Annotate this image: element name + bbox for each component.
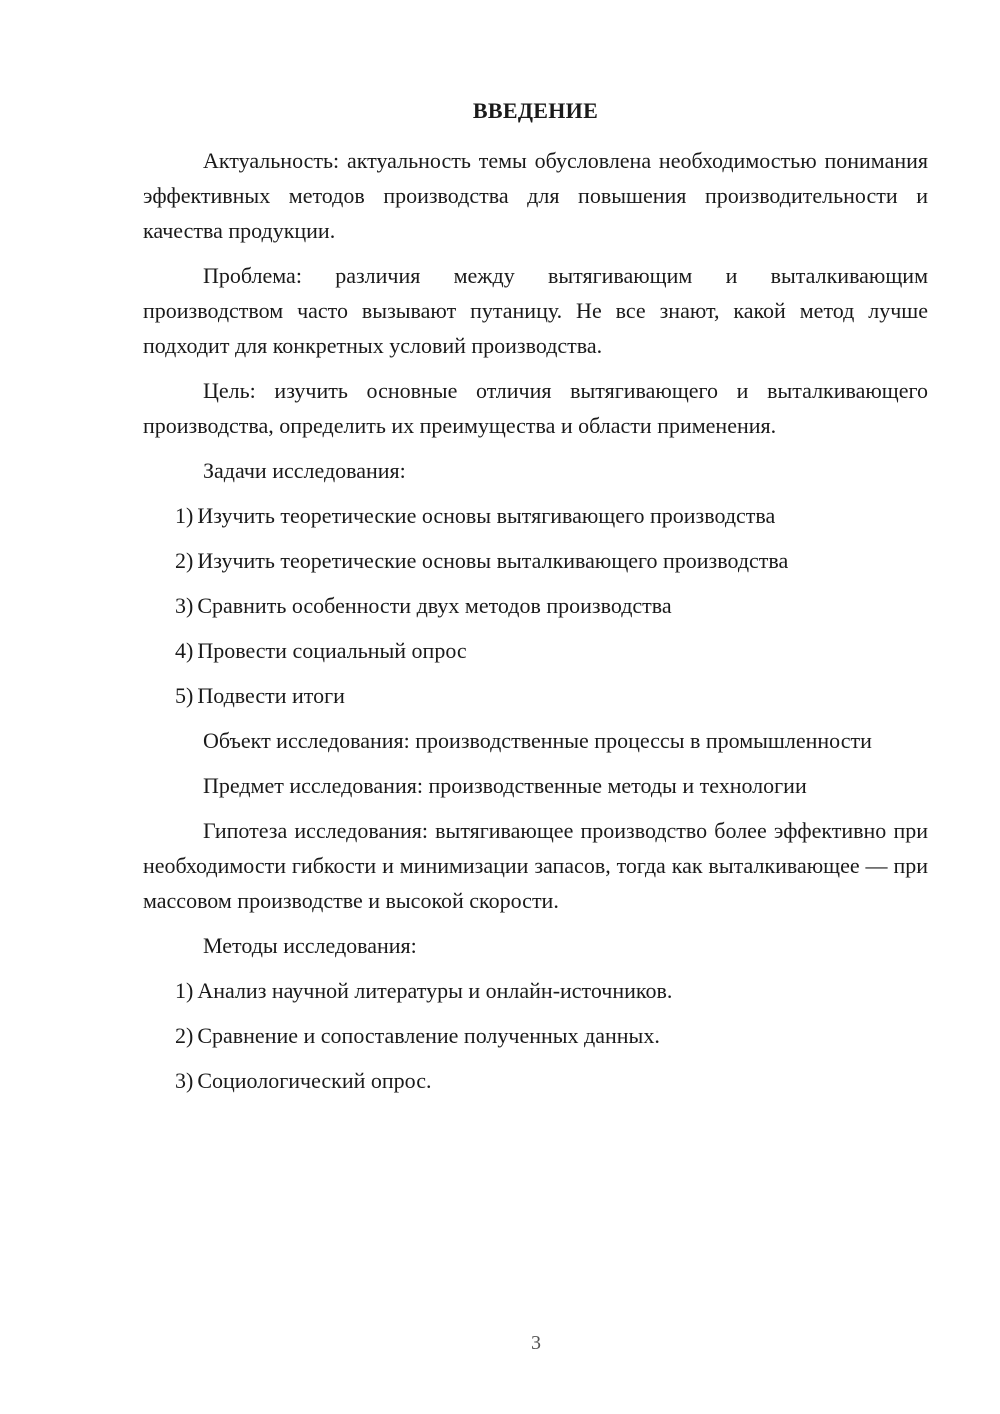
list-item: [143, 678, 928, 713]
list-item: [143, 1063, 928, 1098]
list-item: [143, 1018, 928, 1053]
list-item: [143, 543, 928, 578]
list-item-number: 2): [175, 1023, 194, 1048]
list-item: [143, 973, 928, 1008]
list-item-number: 3): [175, 1068, 194, 1093]
list-item-number: 5): [175, 683, 194, 708]
list-item-number: 1): [175, 503, 194, 528]
tasks-heading: Задачи исследования:: [203, 458, 406, 483]
list-item: [143, 588, 928, 623]
hypothesis-paragraph: Гипотеза исследования: вытягивающее производство более эффективно при необходимости гибкости и минимизации запасов, тогда как выталкивающее — при массовом производстве и высокой скорости.: [143, 818, 928, 913]
list-item-text: Провести социальный опрос: [197, 638, 467, 663]
list-item: [143, 633, 928, 668]
list-item-number: 3): [175, 593, 194, 618]
list-item-text: Социологический опрос.: [197, 1068, 432, 1093]
document-page: [143, 96, 928, 1108]
relevance-paragraph: Актуальность: актуальность темы обусловлена необходимостью понимания эффективных методов производства для повышения производительности и качества продукции.: [143, 148, 928, 243]
list-item-text: Изучить теоретические основы выталкивающего производства: [197, 548, 789, 573]
list-item-text: Сравнить особенности двух методов производства: [197, 593, 672, 618]
problem-paragraph: Проблема: различия между вытягивающим и выталкивающим производством часто вызывают путаницу. Не все знают, какой метод лучше подходит для конкретных условий производства.: [143, 263, 928, 358]
list-item-number: 2): [175, 548, 194, 573]
list-item-number: 4): [175, 638, 194, 663]
object-paragraph: Объект исследования: производственные процессы в промышленности: [203, 728, 872, 753]
list-item-text: Подвести итоги: [197, 683, 345, 708]
methods-list: [143, 973, 928, 1098]
page-number: 3: [531, 1332, 541, 1354]
tasks-list: [143, 498, 928, 713]
page-title: ВВЕДЕНИЕ: [472, 98, 599, 123]
list-item-text: Анализ научной литературы и онлайн-источников.: [197, 978, 673, 1003]
subject-paragraph: Предмет исследования: производственные методы и технологии: [203, 773, 807, 798]
goal-paragraph: Цель: изучить основные отличия вытягивающего и выталкивающего производства, определить их преимущества и области применения.: [143, 378, 928, 438]
list-item-text: Сравнение и сопоставление полученных данных.: [197, 1023, 660, 1048]
list-item-number: 1): [175, 978, 194, 1003]
list-item-text: Изучить теоретические основы вытягивающего производства: [197, 503, 776, 528]
list-item: [143, 498, 928, 533]
methods-heading: Методы исследования:: [203, 933, 417, 958]
